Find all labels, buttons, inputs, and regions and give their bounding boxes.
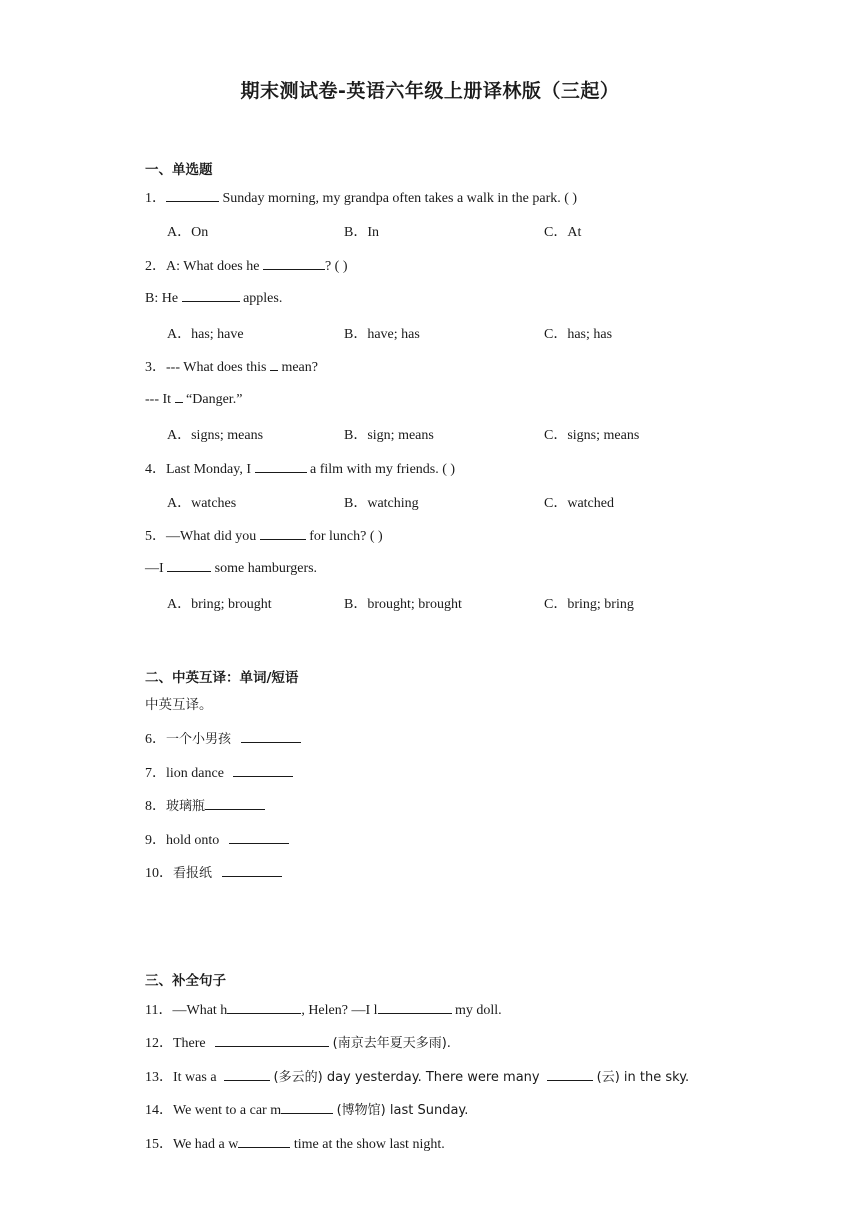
answer-blank: [229, 831, 289, 844]
question-5: [145, 525, 383, 545]
question-text: (南京去年夏天多雨).: [332, 1036, 451, 1051]
question-text: hold onto: [166, 833, 220, 848]
option-a: A．On: [167, 225, 209, 240]
question-number: 9．: [145, 833, 166, 848]
question-15: [145, 1133, 445, 1153]
question-number: 5．: [145, 529, 166, 544]
question-text: lion dance: [166, 766, 224, 781]
question-text: --- It: [145, 392, 172, 407]
answer-blank: [233, 764, 293, 777]
question-text: , Helen? —I l: [301, 1003, 378, 1018]
question-number: 12．: [145, 1036, 173, 1051]
answer-blank: [215, 1034, 329, 1047]
answer-blank: [241, 730, 301, 743]
question-6: [145, 728, 301, 748]
answer-blank: [166, 189, 219, 202]
answer-blank: [263, 257, 325, 270]
question-text: Sunday morning, my grandpa often takes a walk in the park. ( ): [222, 191, 578, 206]
section-heading-translation: 二、中英互译：单词/短语: [145, 670, 299, 686]
option-a: A．signs; means: [167, 428, 264, 443]
question-text: apples.: [243, 291, 283, 306]
question-number: 6．: [145, 732, 166, 747]
answer-blank: [270, 358, 278, 371]
section-heading-single-choice: 一、单选题: [145, 162, 213, 178]
question-number: 10．: [145, 866, 173, 881]
question-text: mean?: [281, 360, 318, 375]
question-number: 1．: [145, 191, 166, 206]
question-14: [145, 1099, 468, 1119]
question-text: There: [173, 1036, 206, 1051]
option-a: A．has; have: [167, 327, 244, 342]
question-text: “Danger.”: [186, 392, 243, 407]
option-a: A．bring; brought: [167, 597, 272, 612]
question-text: We went to a car m: [173, 1103, 282, 1118]
option-c: C．At: [544, 225, 582, 240]
option-c: C．watched: [544, 496, 614, 511]
option-b: B．In: [344, 225, 379, 240]
question-number: 15．: [145, 1137, 173, 1152]
question-number: 3．: [145, 360, 166, 375]
question-5-line-b: [145, 559, 317, 577]
option-b: B．watching: [344, 496, 419, 511]
question-text: (博物馆) last Sunday.: [336, 1103, 469, 1118]
question-text: my doll.: [455, 1003, 502, 1018]
option-b: B．brought; brought: [344, 597, 462, 612]
question-2-line-b: [145, 289, 282, 307]
question-text: B: He: [145, 291, 179, 306]
answer-blank: [260, 527, 306, 540]
option-b: B．have; has: [344, 327, 420, 342]
question-text: 一个小男孩: [166, 732, 232, 747]
question-3: [145, 356, 318, 376]
question-number: 14．: [145, 1103, 173, 1118]
question-text: —I: [145, 561, 164, 576]
question-13: [145, 1066, 689, 1086]
question-text: 看报纸: [173, 866, 213, 881]
question-9: [145, 829, 289, 849]
question-number: 8．: [145, 799, 166, 814]
question-text: (多云的) day yesterday. There were many: [273, 1070, 540, 1085]
question-text: 玻璃瓶: [166, 799, 206, 814]
question-3-line-b: [145, 390, 242, 408]
answer-blank: [378, 1001, 452, 1014]
question-text: --- What does this: [166, 360, 267, 375]
question-text: —What did you: [166, 529, 257, 544]
answer-blank: [227, 1001, 301, 1014]
option-a: A．watches: [167, 496, 237, 511]
question-11: [145, 999, 502, 1019]
question-text: ? ( ): [324, 259, 348, 274]
question-number: 7．: [145, 766, 166, 781]
answer-blank: [547, 1068, 593, 1081]
question-number: 2．: [145, 259, 166, 274]
question-number: 4．: [145, 462, 166, 477]
question-7: [145, 762, 293, 782]
answer-blank: [222, 864, 282, 877]
question-text: —What h: [172, 1003, 228, 1018]
question-12: [145, 1032, 451, 1052]
answer-blank: [281, 1101, 333, 1114]
answer-blank: [238, 1135, 290, 1148]
question-number: 11．: [145, 1003, 173, 1018]
option-c: C．has; has: [544, 327, 613, 342]
answer-blank: [167, 559, 211, 572]
question-8: [145, 795, 265, 815]
question-text: It was a: [173, 1070, 217, 1085]
question-text: some hamburgers.: [214, 561, 318, 576]
question-10: [145, 862, 282, 882]
question-text: time at the show last night.: [293, 1137, 445, 1152]
question-text: Last Monday, I: [166, 462, 252, 477]
question-text: for lunch? ( ): [309, 529, 383, 544]
question-2: [145, 255, 348, 275]
question-1: [145, 187, 577, 207]
question-number: 13．: [145, 1070, 173, 1085]
page-title: 期末测试卷-英语六年级上册译林版（三起）: [240, 80, 620, 102]
question-4: [145, 458, 455, 478]
question-text: a film with my friends. ( ): [310, 462, 456, 477]
question-text: We had a w: [173, 1137, 239, 1152]
option-c: C．bring; bring: [544, 597, 634, 612]
answer-blank: [255, 460, 307, 473]
answer-blank: [175, 390, 183, 403]
answer-blank: [182, 289, 240, 302]
answer-blank: [205, 797, 265, 810]
section-instruction: 中英互译。: [145, 697, 213, 713]
question-text: A: What does he: [166, 259, 260, 274]
section-heading-complete-sentences: 三、补全句子: [145, 973, 226, 989]
option-c: C．signs; means: [544, 428, 640, 443]
answer-blank: [224, 1068, 270, 1081]
option-b: B．sign; means: [344, 428, 434, 443]
question-text: (云) in the sky.: [596, 1070, 690, 1085]
